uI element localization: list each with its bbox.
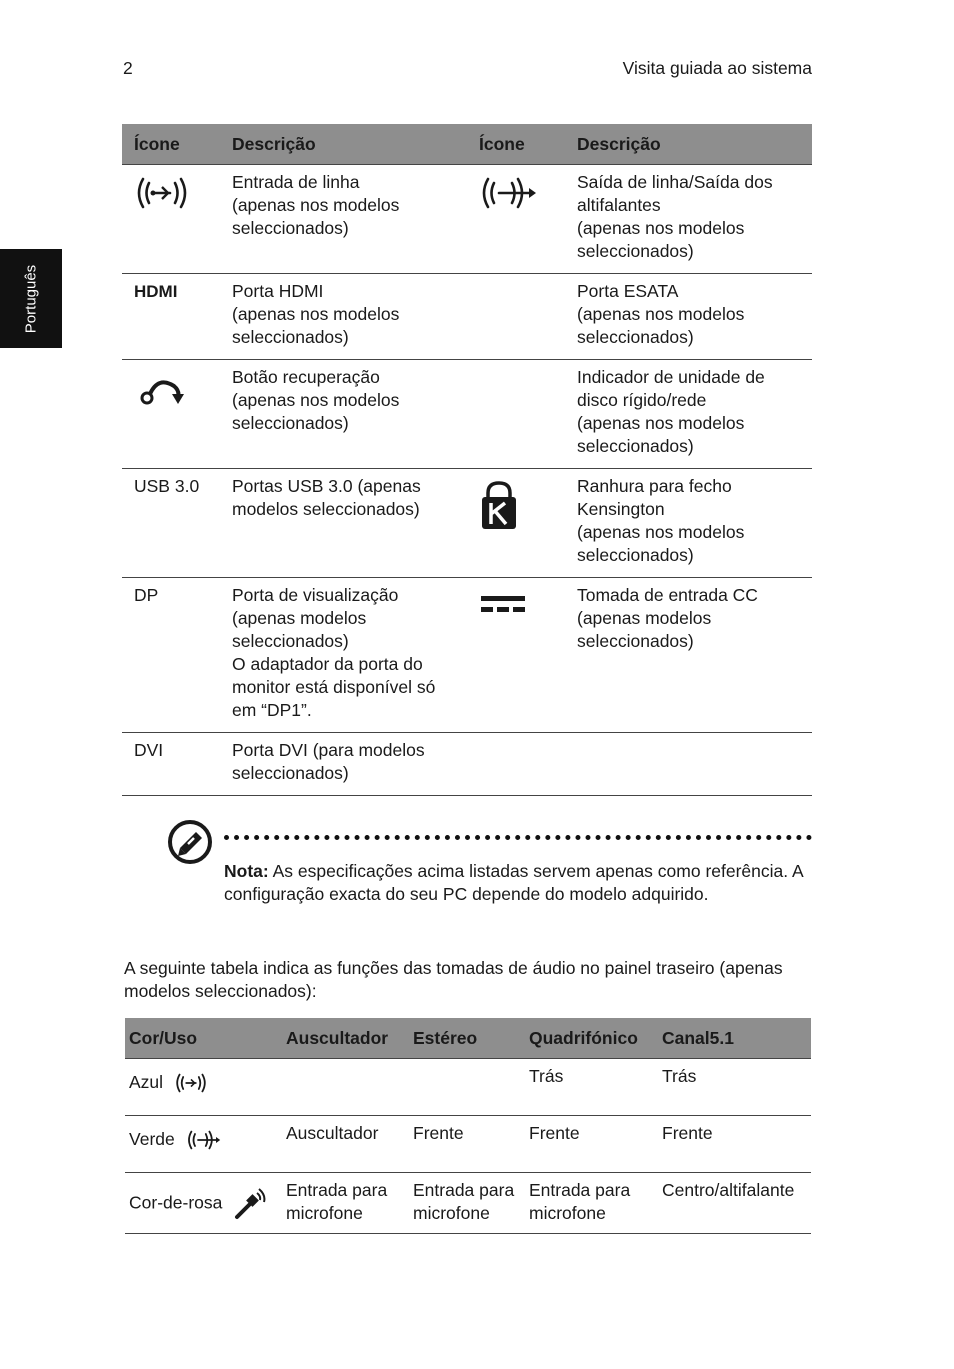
table-cell-icon (122, 165, 220, 274)
table-cell-desc: Tomada de entrada CC (apenas modelos seleccionados) (565, 578, 812, 733)
recovery-icon (134, 372, 190, 412)
header-headphone: Auscultador (282, 1018, 409, 1059)
table-cell (409, 1059, 525, 1116)
dvi-label: DVI (122, 733, 220, 796)
note-text (224, 860, 804, 906)
table-cell-icon (467, 733, 565, 796)
header-color-use: Cor/Uso (125, 1018, 282, 1059)
hdmi-label: HDMI (122, 274, 220, 360)
header-quad: Quadrifónico (525, 1018, 658, 1059)
note-label: Nota: (224, 861, 269, 881)
table-cell-icon (467, 578, 565, 733)
table-cell-desc: Portas USB 3.0 (apenas modelos seleccionados) (220, 469, 467, 578)
table-cell-desc: Porta ESATA (apenas nos modelos seleccionados) (565, 274, 812, 360)
dp-label: DP (122, 578, 220, 733)
table-cell-icon (467, 360, 565, 469)
table-cell-icon (467, 165, 565, 274)
table-row (122, 469, 812, 578)
color-cell (125, 1059, 282, 1116)
table-row (125, 1173, 811, 1234)
table-cell: Frente (525, 1116, 658, 1173)
table-cell-icon (467, 469, 565, 578)
color-cell (125, 1116, 282, 1173)
note-icon (166, 818, 214, 866)
table-cell-desc: Porta HDMI (apenas nos modelos seleccionados) (220, 274, 467, 360)
line-out-icon (186, 1128, 222, 1152)
table-row (122, 578, 812, 733)
table-header-row (122, 124, 812, 165)
table-cell-desc: Porta DVI (para modelos seleccionados) (220, 733, 467, 796)
line-in-icon (174, 1071, 208, 1095)
table-cell: Trás (525, 1059, 658, 1116)
audio-jack-table (125, 1018, 811, 1234)
language-side-tab (0, 249, 62, 348)
color-label: Verde (129, 1129, 175, 1149)
kensington-lock-icon (479, 479, 519, 531)
header-5-1: Canal5.1 (658, 1018, 811, 1059)
header-desc-1: Descrição (220, 124, 467, 165)
table-cell: Frente (409, 1116, 525, 1173)
table-cell-desc: Saída de linha/Saída dos altifalantes (apenas nos modelos seleccionados) (565, 165, 812, 274)
dc-in-icon (479, 592, 527, 622)
table-cell-desc: Ranhura para fecho Kensington (apenas nos modelos seleccionados) (565, 469, 812, 578)
table-cell: Auscultador (282, 1116, 409, 1173)
section-title: Visita guiada ao sistema (622, 58, 812, 78)
header-desc-2: Descrição (565, 124, 812, 165)
table-cell: Entrada para microfone (409, 1173, 525, 1234)
table-row (125, 1116, 811, 1173)
table-cell: Trás (658, 1059, 811, 1116)
table-cell-icon (122, 360, 220, 469)
table-cell: Entrada para microfone (282, 1173, 409, 1234)
header-stereo: Estéreo (409, 1018, 525, 1059)
table-cell-desc: Entrada de linha (apenas nos modelos seleccionados) (220, 165, 467, 274)
table-row (122, 274, 812, 360)
table-cell-icon (467, 274, 565, 360)
microphone-icon (233, 1187, 267, 1221)
table-row (122, 360, 812, 469)
table-cell: Entrada para microfone (525, 1173, 658, 1234)
table-cell-desc: Indicador de unidade de disco rígido/rede (apenas nos modelos seleccionados) (565, 360, 812, 469)
header-icon-1: Ícone (122, 124, 220, 165)
table-cell: Frente (658, 1116, 811, 1173)
table-header-row (125, 1018, 811, 1059)
page-number: 2 (123, 58, 133, 78)
table-cell-desc (565, 733, 812, 796)
note-dotted-rule (224, 835, 812, 840)
table-cell: Centro/altifalante (658, 1173, 811, 1234)
intro-paragraph: A seguinte tabela indica as funções das tomadas de áudio no painel traseiro (apenas modelos seleccionados): (124, 958, 783, 1001)
line-in-icon (134, 173, 190, 213)
table-cell (282, 1059, 409, 1116)
header-icon-2: Ícone (467, 124, 565, 165)
table-cell-desc: Botão recuperação (apenas nos modelos seleccionados) (220, 360, 467, 469)
table-row (122, 165, 812, 274)
color-label: Azul (129, 1072, 164, 1092)
color-cell (125, 1173, 282, 1234)
language-label: Português (22, 264, 40, 333)
icon-description-table (122, 124, 812, 796)
table-row (122, 733, 812, 796)
note-body: As especificações acima listadas servem apenas como referência. A configuração exacta do seu PC depende do modelo adquirido. (224, 861, 803, 904)
line-out-icon (479, 173, 539, 213)
table-row (125, 1059, 811, 1116)
color-label: Cor-de-rosa (129, 1192, 223, 1213)
usb-label: USB 3.0 (122, 469, 220, 578)
table-cell-desc: Porta de visualização (apenas modelos seleccionados) O adaptador da porta do monitor está disponível só em “DP1”. (220, 578, 467, 733)
